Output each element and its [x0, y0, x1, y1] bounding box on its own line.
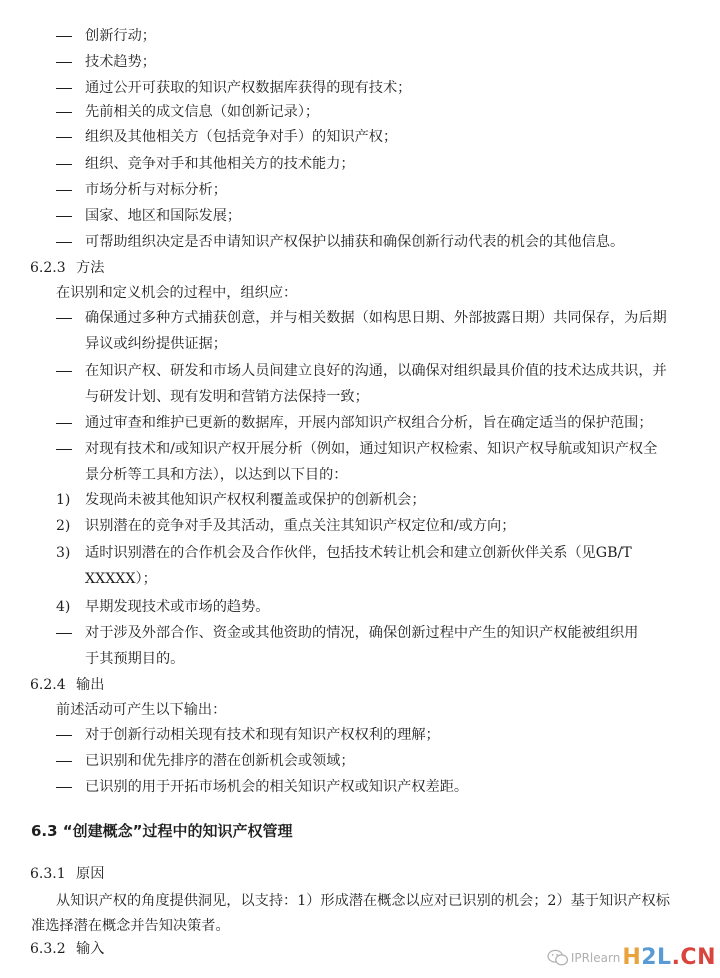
list-item-text: 组织及其他相关方（包括竞争对手）的知识产权； — [85, 129, 398, 145]
list-item-text: 适时识别潜在的合作机会及合作伙伴，包括技术转让机会和建立创新伙伴关系（见GB/T — [85, 545, 632, 561]
list-item-text: 对于涉及外部合作、资金或其他资助的情况，确保创新过程中产生的知识产权能被组织用 — [85, 625, 639, 641]
paragraph-text: 前述活动可产生以下输出： — [56, 702, 227, 718]
list-item-text: 确保通过多种方式捕获创意，并与相关数据（如构思日期、外部披露日期）共同保存，为后期 — [85, 310, 667, 326]
dash-marker — [56, 787, 72, 788]
dash-marker — [56, 449, 72, 450]
paragraph-text: 准选择潜在概念并告知决策者。 — [31, 918, 230, 934]
list-item-text: 创新行动； — [85, 28, 156, 44]
list-item-text: 已识别和优先排序的潜在创新机会或领域； — [85, 753, 355, 769]
list-item-text: 通过公开可获取的知识产权数据库获得的现有技术； — [85, 80, 412, 96]
list-item-text: 与研发计划、现有发明和营销方法保持一致； — [85, 389, 369, 405]
list-item-text: 先前相关的成文信息（如创新记录）； — [85, 104, 320, 120]
list-item-text: 通过审查和维护已更新的数据库，开展内部知识产权组合分析，旨在确定适当的保护范围； — [85, 415, 653, 431]
dash-marker — [56, 318, 72, 319]
dash-marker — [56, 735, 72, 736]
section-title: 原因 — [76, 866, 105, 882]
dash-marker — [56, 242, 72, 243]
paragraph-text: 在识别和定义机会的过程中，组织应： — [56, 285, 298, 301]
section-number: 6.3.2 — [30, 941, 66, 957]
list-item-text: 对于创新行动相关现有技术和现有知识产权权利的理解； — [85, 727, 440, 743]
wechat-icon — [547, 949, 569, 967]
section-title: 输入 — [76, 941, 105, 957]
watermark-logo: H2L.CN — [622, 945, 716, 970]
list-item-text: 组织、竞争对手和其他相关方的技术能力； — [85, 156, 355, 172]
list-item-text: 市场分析与对标分析； — [85, 182, 227, 198]
list-item-text: 可帮助组织决定是否申请知识产权保护以捕获和确保创新行动代表的机会的其他信息。 — [85, 234, 625, 250]
dash-marker — [56, 112, 72, 113]
list-item-text: 早期发现技术或市场的趋势。 — [85, 599, 270, 615]
dash-marker — [56, 190, 72, 191]
dash-marker — [56, 761, 72, 762]
section-number: 6.2.4 — [30, 677, 66, 693]
dash-marker — [56, 88, 72, 89]
list-item-text: 于其预期目的。 — [85, 651, 185, 667]
list-number: 1) — [56, 492, 71, 508]
list-item-text: 技术趋势； — [85, 54, 156, 70]
section-heading: 6.3 “创建概念”过程中的知识产权管理 — [31, 822, 293, 840]
list-item-text: 已识别的用于开拓市场机会的相关知识产权或知识产权差距。 — [85, 779, 469, 795]
dash-marker — [56, 62, 72, 63]
list-item-text: 发现尚未被其他知识产权权利覆盖或保护的创新机会； — [85, 492, 426, 508]
dash-marker — [56, 164, 72, 165]
dash-marker — [56, 633, 72, 634]
dash-marker — [56, 371, 72, 372]
list-item-text: 景分析等工具和方法），以达到以下目的： — [85, 467, 348, 483]
section-number: 6.2.3 — [30, 260, 66, 276]
watermark-text: IPRlearn — [570, 950, 621, 965]
list-item-text: 异议或纠纷提供证据； — [85, 336, 227, 352]
list-item-text: 在知识产权、研发和市场人员间建立良好的沟通，以确保对组织最具价值的技术达成共识，并 — [85, 363, 667, 379]
section-title: 输出 — [76, 677, 105, 693]
dash-marker — [56, 36, 72, 37]
list-item-text: XXXXX）； — [85, 571, 157, 587]
paragraph-text: 从知识产权的角度提供洞见，以支持：1）形成潜在概念以应对已识别的机会；2）基于知识产权标 — [56, 893, 670, 909]
list-number: 2) — [56, 518, 71, 534]
list-item-text: 国家、地区和国际发展； — [85, 208, 242, 224]
watermark — [547, 945, 716, 970]
list-item-text: 识别潜在的竞争对手及其活动，重点关注其知识产权定位和/或方向； — [85, 518, 516, 534]
list-number: 4) — [56, 599, 71, 615]
dash-marker — [56, 216, 72, 217]
dash-marker — [56, 137, 72, 138]
list-item-text: 对现有技术和/或知识产权开展分析（例如，通过知识产权检索、知识产权导航或知识产权全 — [85, 441, 658, 457]
section-title: 方法 — [76, 260, 105, 276]
section-number: 6.3.1 — [30, 866, 66, 882]
dash-marker — [56, 423, 72, 424]
list-number: 3) — [56, 545, 71, 561]
